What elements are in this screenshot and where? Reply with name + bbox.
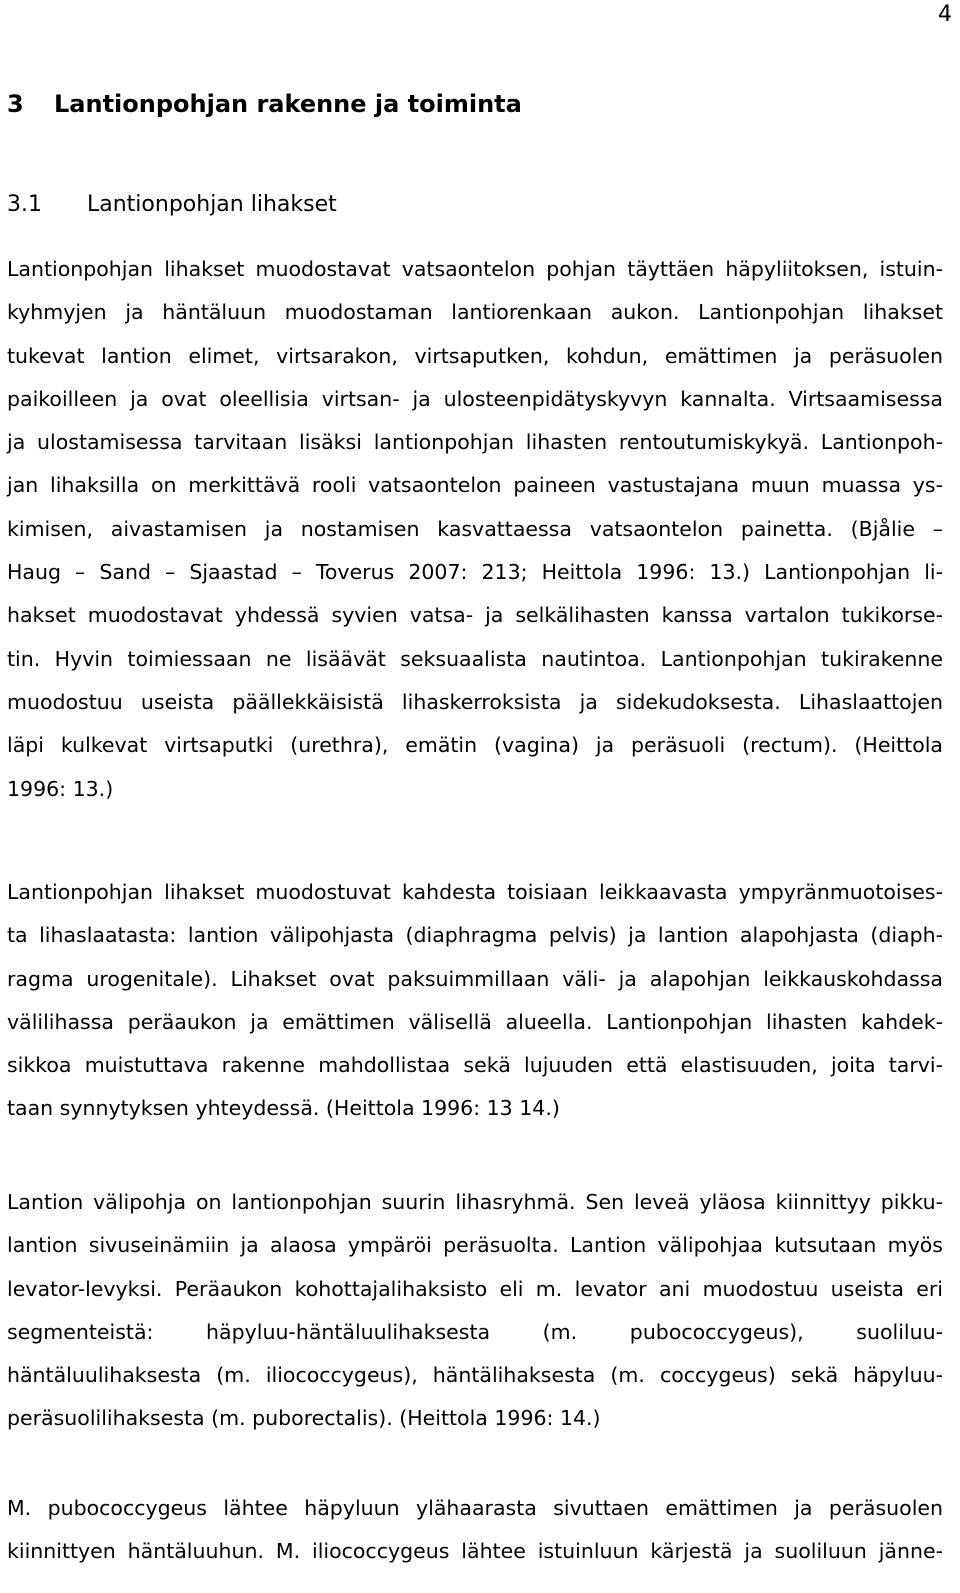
paragraph-line: hakset muodostavat yhdessä syvien vatsa- ja selkälihasten kanssa vartalon tukikorse- bbox=[7, 603, 943, 628]
paragraph-line: kyhmyjen ja häntäluun muodostaman lantiorenkaan aukon. Lantionpohjan lihakset bbox=[7, 300, 943, 325]
paragraph-line: ta lihaslaatasta: lantion välipohjasta (diaphragma pelvis) ja lantion alapohjasta (diaph- bbox=[7, 923, 943, 948]
paragraph-line: ja ulostamisessa tarvitaan lisäksi lantionpohjan lihasten rentoutumiskykyä. Lantionpoh- bbox=[7, 430, 943, 455]
paragraph-line: levator-levyksi. Peräaukon kohottajalihaksisto eli m. levator ani muodostuu useista eri bbox=[7, 1276, 943, 1301]
chapter-heading bbox=[7, 88, 522, 120]
chapter-number: 3 bbox=[7, 90, 24, 118]
section-title: Lantionpohjan lihakset bbox=[87, 192, 337, 217]
section-number: 3.1 bbox=[7, 192, 42, 217]
paragraph-line: M. pubococcygeus lähtee häpyluun ylähaarasta sivuttaen emättimen ja peräsuolen bbox=[7, 1496, 943, 1520]
paragraph-line: paikoilleen ja ovat oleellisia virtsan- ja ulosteenpidätyskyvyn kannalta. Virtsaamisessa bbox=[7, 386, 943, 411]
paragraph-3 bbox=[7, 1181, 943, 1441]
paragraph-line: Lantionpohjan lihakset muodostavat vatsaontelon pohjan täyttäen häpyliitoksen, istuin- bbox=[7, 257, 943, 281]
paragraph-line: lantion sivuseinämiin ja alaosa ympäröi peräsuolta. Lantion välipohjaa kutsutaan myös bbox=[7, 1233, 943, 1258]
paragraph-line: segmenteistä: häpyluu-häntäluulihaksesta (m. pubococcygeus), suoliluu- bbox=[7, 1319, 943, 1344]
paragraph-2 bbox=[7, 871, 943, 1131]
paragraph-line: jan lihaksilla on merkittävä rooli vatsaontelon paineen vastustajana muun muassa ys- bbox=[7, 473, 943, 498]
paragraph-1 bbox=[7, 248, 943, 811]
paragraph-line: taan synnytyksen yhteydessä. (Heittola 1996: 13 14.) bbox=[7, 1096, 560, 1121]
paragraph-line: tin. Hyvin toimiessaan ne lisäävät seksuaalista nautintoa. Lantionpohjan tukirakenne bbox=[7, 646, 943, 671]
paragraph-line: Lantionpohjan lihakset muodostuvat kahdesta toisiaan leikkaavasta ympyränmuotoises- bbox=[7, 880, 943, 904]
paragraph-line: Haug – Sand – Sjaastad – Toverus 2007: 213; Heittola 1996: 13.) Lantionpohjan li- bbox=[7, 560, 943, 585]
page-number: 4 bbox=[938, 2, 952, 27]
paragraph-line: läpi kulkevat virtsaputki (urethra), emätin (vagina) ja peräsuoli (rectum). (Heittola bbox=[7, 733, 943, 758]
paragraph-line: häntäluulihaksesta (m. iliococcygeus), häntälihaksesta (m. coccygeus) sekä häpyluu- bbox=[7, 1363, 943, 1388]
paragraph-line: peräsuolilihaksesta (m. puborectalis). (Heittola 1996: 14.) bbox=[7, 1406, 601, 1431]
paragraph-line: muodostuu useista päällekkäisistä lihaskerroksista ja sidekudoksesta. Lihaslaattojen bbox=[7, 689, 943, 714]
paragraph-line: tukevat lantion elimet, virtsarakon, virtsaputken, kohdun, emättimen ja peräsuolen bbox=[7, 343, 943, 368]
section-heading bbox=[7, 189, 337, 221]
paragraph-line: sikkoa muistuttava rakenne mahdollistaa sekä lujuuden että elastisuuden, joita tarvi- bbox=[7, 1053, 943, 1078]
paragraph-line: välilihassa peräaukon ja emättimen välisellä alueella. Lantionpohjan lihasten kahdek- bbox=[7, 1009, 943, 1034]
paragraph-line: kimisen, aivastamisen ja nostamisen kasvattaessa vatsaontelon painetta. (Bjålie – bbox=[7, 516, 943, 541]
paragraph-line: 1996: 13.) bbox=[7, 776, 114, 801]
paragraph-line: ragma urogenitale). Lihakset ovat paksuimmillaan väli- ja alapohjan leikkauskohdassa bbox=[7, 966, 943, 991]
paragraph-line: kiinnittyen häntäluuhun. M. iliococcygeus lähtee istuinluun kärjestä ja suoliluun jänne- bbox=[7, 1539, 943, 1564]
paragraph-line: Lantion välipohja on lantionpohjan suurin lihasryhmä. Sen leveä yläosa kiinnittyy pikku- bbox=[7, 1190, 943, 1214]
paragraph-4 bbox=[7, 1487, 943, 1574]
chapter-title: Lantionpohjan rakenne ja toiminta bbox=[54, 90, 522, 118]
